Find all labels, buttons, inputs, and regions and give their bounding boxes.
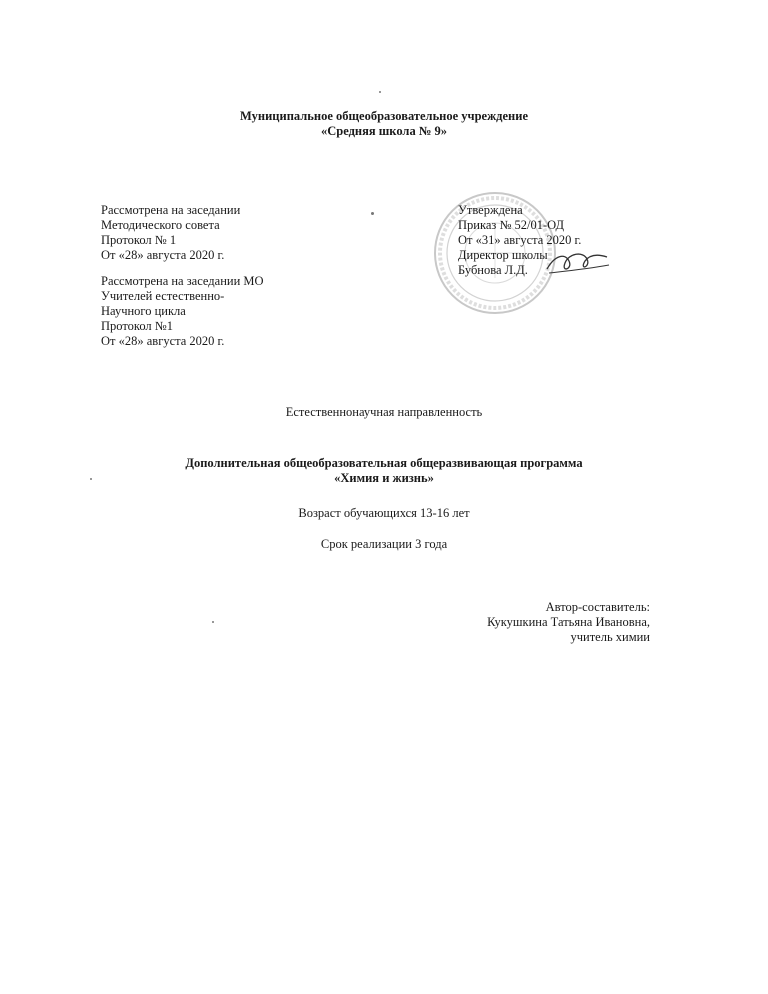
- scan-speck: [90, 478, 92, 480]
- mo-line-2: Учителей естественно-: [101, 289, 225, 303]
- methodical-council-block: [101, 203, 240, 263]
- school-name: «Средняя школа № 9»: [320, 124, 448, 138]
- scan-speck: [212, 621, 214, 623]
- council-line-4: От «28» августа 2020 г.: [101, 248, 225, 262]
- mo-line-3: Научного цикла: [101, 304, 186, 318]
- mo-line-1: Рассмотрена на заседании МО: [101, 274, 264, 288]
- student-age: [0, 506, 768, 521]
- author-line-1: Автор-составитель:: [545, 600, 650, 614]
- author-line-2: Кукушкина Татьяна Ивановна,: [487, 615, 650, 629]
- institution-name: Муниципальное общеобразовательное учреждение: [240, 109, 528, 123]
- institution-header: [0, 109, 768, 139]
- mo-block: [101, 274, 264, 349]
- program-title-block: [0, 456, 768, 486]
- council-line-1: Рассмотрена на заседании: [101, 203, 241, 217]
- council-line-2: Методического совета: [101, 218, 220, 232]
- approved-line-3: От «31» августа 2020 г.: [458, 233, 582, 247]
- program-name: «Химия и жизнь»: [334, 471, 434, 485]
- direction-text: Естественнонаучная направленность: [285, 405, 483, 419]
- council-line-3: Протокол № 1: [101, 233, 177, 247]
- mo-line-4: Протокол №1: [101, 319, 173, 333]
- age-text: Возраст обучающихся 13-16 лет: [298, 506, 470, 520]
- scan-speck: [371, 212, 374, 215]
- approved-line-5: Бубнова Л.Д.: [458, 263, 528, 277]
- mo-line-5: От «28» августа 2020 г.: [101, 334, 225, 348]
- director-signature: [543, 247, 613, 279]
- program-direction: [0, 405, 768, 420]
- approved-line-1: Утверждена: [458, 203, 523, 217]
- scan-speck: [379, 91, 381, 93]
- author-line-3: учитель химии: [570, 630, 650, 644]
- approved-line-4: Директор школы: [458, 248, 548, 262]
- author-block: [487, 600, 650, 645]
- program-type: Дополнительная общеобразовательная общеразвивающая программа: [185, 456, 583, 470]
- approved-line-2: Приказ № 52/01-ОД: [458, 218, 565, 232]
- term-text: Срок реализации 3 года: [320, 537, 448, 551]
- implementation-term: [0, 537, 768, 552]
